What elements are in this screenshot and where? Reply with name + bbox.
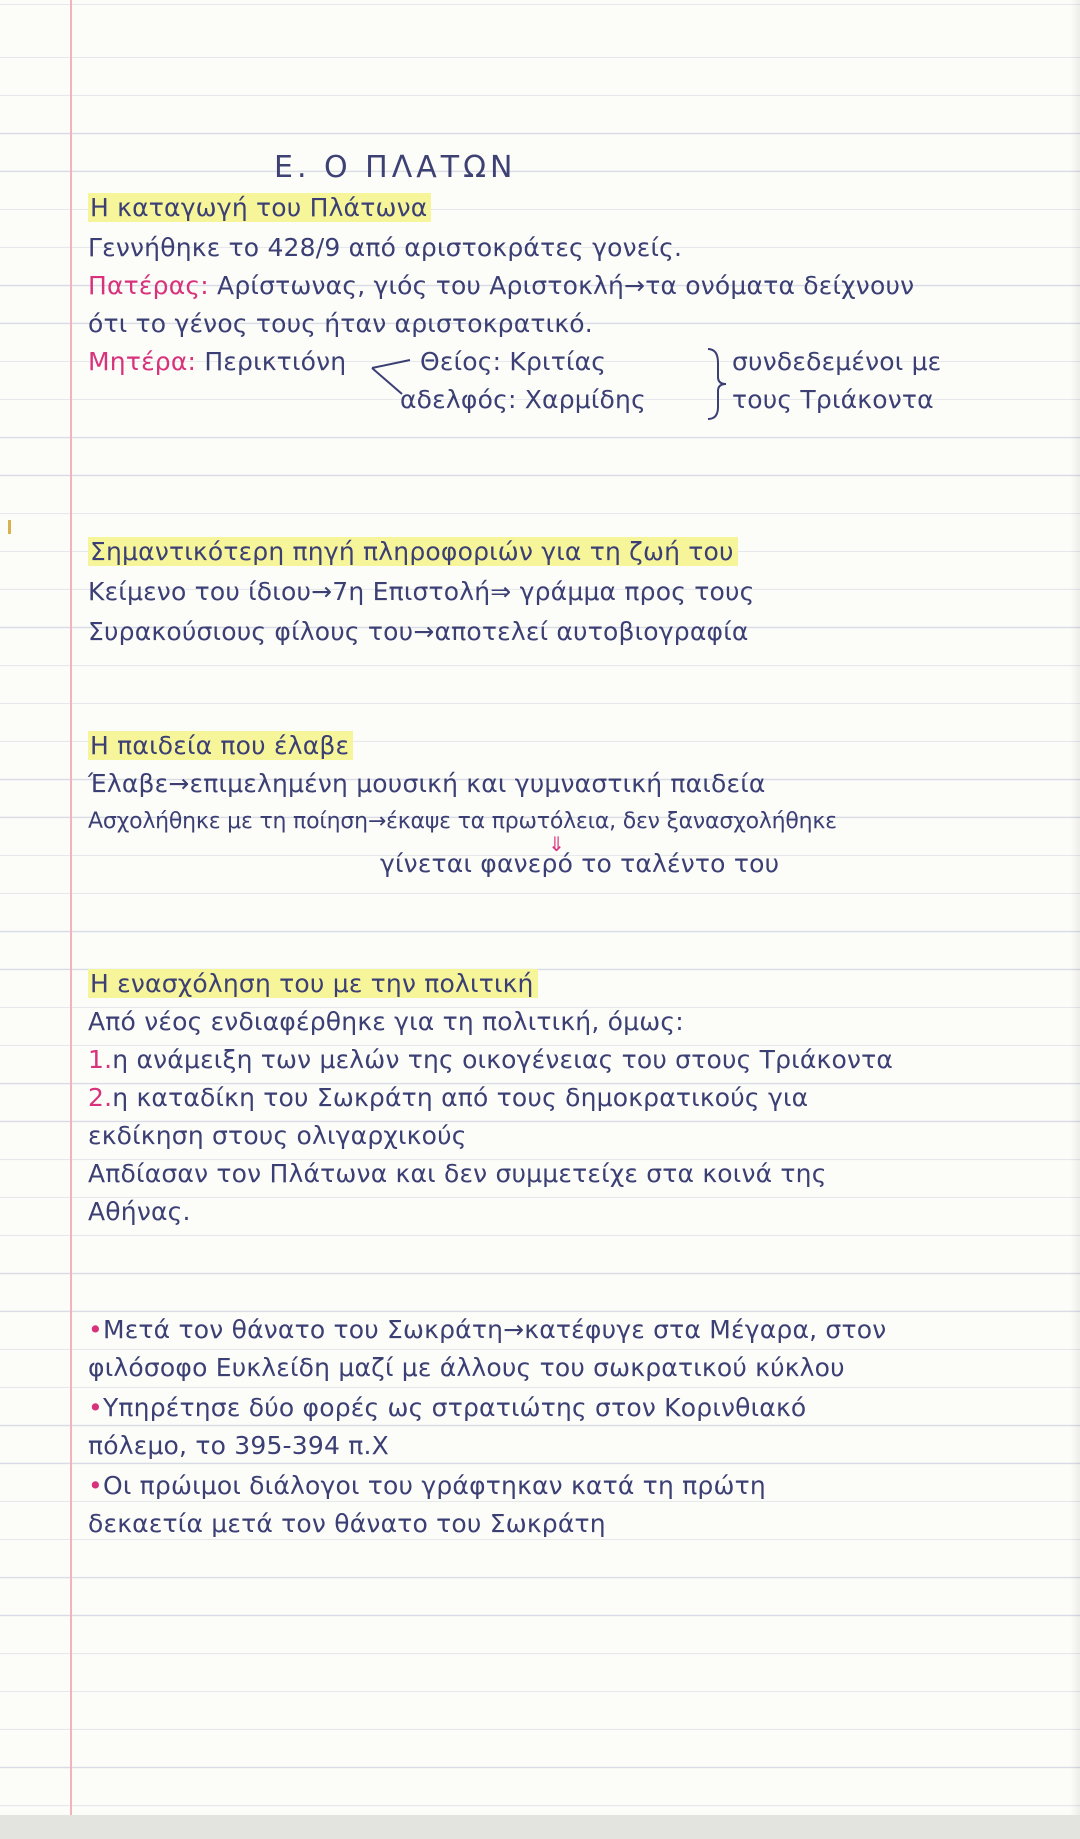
brace-icon bbox=[704, 345, 730, 423]
origin-born: Γεννήθηκε το 428/9 από αριστοκράτες γονείς. bbox=[88, 233, 683, 262]
page-title bbox=[274, 150, 516, 185]
binding-mark bbox=[8, 520, 11, 534]
bottom-edge bbox=[0, 1815, 1080, 1839]
politics-heading-line bbox=[88, 966, 1072, 1002]
title-text: Ε. Ο ΠΛΑΤΩΝ bbox=[274, 150, 517, 185]
education-heading-line bbox=[88, 728, 1072, 764]
brother: αδελφός: Χαρμίδης bbox=[400, 385, 646, 414]
politics-line4: Απδίασαν τον Πλάτωνα και δεν συμμετείχε στα κοινά της bbox=[88, 1159, 827, 1188]
later-b2a: Υπηρέτησε δύο φορές ως στρατιώτης στον Κορινθιακό bbox=[102, 1393, 807, 1422]
father-text2: ότι το γένος τους ήταν αριστοκρατικό. bbox=[88, 309, 593, 338]
bullet-icon: • bbox=[88, 1393, 103, 1422]
politics-item1 bbox=[88, 1042, 1072, 1078]
later-bullet3 bbox=[88, 1468, 1072, 1504]
bullet-icon: • bbox=[88, 1315, 103, 1344]
connected1: συνδεδεμένοι με bbox=[732, 347, 942, 376]
later-b3a: Οι πρώιμοι διάλογοι του γράφτηκαν κατά τη πρώτη bbox=[102, 1471, 766, 1500]
politics-heading: Η ενασχόληση του με την πολιτική bbox=[88, 969, 538, 998]
later-b2b: πόλεμο, το 395-394 π.Χ bbox=[88, 1431, 389, 1460]
later-bullet2 bbox=[88, 1390, 1072, 1426]
later-b1a: Μετά τον θάνατο του Σωκράτη→κατέφυγε στα Μέγαρα, στον bbox=[102, 1315, 887, 1344]
education-line3: γίνεται φανερό το ταλέντο του bbox=[380, 849, 780, 878]
mother-label: Μητέρα: bbox=[88, 347, 197, 376]
item2-number: 2. bbox=[88, 1083, 113, 1112]
source-line1: Κείμενο του ίδιου→7η Επιστολή⇒ γράμμα προς τους bbox=[88, 577, 755, 606]
politics-item2b: εκδίκηση στους ολιγαρχικούς bbox=[88, 1121, 467, 1150]
bullet-icon: • bbox=[88, 1471, 103, 1500]
politics-item2 bbox=[88, 1080, 1072, 1116]
margin-line bbox=[70, 0, 72, 1839]
mother-branch-lines bbox=[370, 350, 430, 400]
item2-text: η καταδίκη του Σωκράτη από τους δημοκρατικούς για bbox=[112, 1083, 809, 1112]
source-heading-line bbox=[88, 534, 1072, 570]
father-label: Πατέρας: bbox=[88, 271, 209, 300]
down-arrow-icon: ⇓ bbox=[548, 832, 565, 856]
father-text: Αρίστωνας, γιός του Αριστοκλή→τα ονόματα δείχνουν bbox=[217, 271, 915, 300]
item1-number: 1. bbox=[88, 1045, 113, 1074]
source-line2: Συρακούσιους φίλους του→αποτελεί αυτοβιογραφία bbox=[88, 617, 749, 646]
mother-name: Περικτιόνη bbox=[204, 347, 347, 376]
education-line2: Ασχολήθηκε με τη ποίηση→έκαψε τα πρωτόλεια, δεν ξανασχολήθηκε bbox=[88, 809, 837, 834]
politics-line5: Αθήνας. bbox=[88, 1197, 191, 1226]
source-heading: Σημαντικότερη πηγή πληροφοριών για τη ζωή του bbox=[88, 537, 738, 566]
later-b3b: δεκαετία μετά τον θάνατο του Σωκράτη bbox=[88, 1509, 606, 1538]
politics-line1: Από νέος ενδιαφέρθηκε για τη πολιτική, όμως: bbox=[88, 1007, 684, 1036]
later-b1b: φιλόσοφο Ευκλείδη μαζί με άλλους του σωκρατικού κύκλου bbox=[88, 1353, 845, 1382]
education-line1: Έλαβε→επιμελημένη μουσική και γυμναστική παιδεία bbox=[88, 769, 766, 798]
education-heading: Η παιδεία που έλαβε bbox=[88, 731, 353, 760]
connected2: τους Τριάκοντα bbox=[732, 385, 934, 414]
father-line bbox=[88, 268, 1072, 304]
uncle: Θείος: Κριτίας bbox=[420, 347, 607, 376]
origin-heading-line bbox=[88, 190, 1072, 226]
later-bullet1 bbox=[88, 1312, 1072, 1348]
origin-heading: Η καταγωγή του Πλάτωνα bbox=[88, 193, 431, 222]
item1-text: η ανάμειξη των μελών της οικογένειας του στους Τριάκοντα bbox=[112, 1045, 894, 1074]
